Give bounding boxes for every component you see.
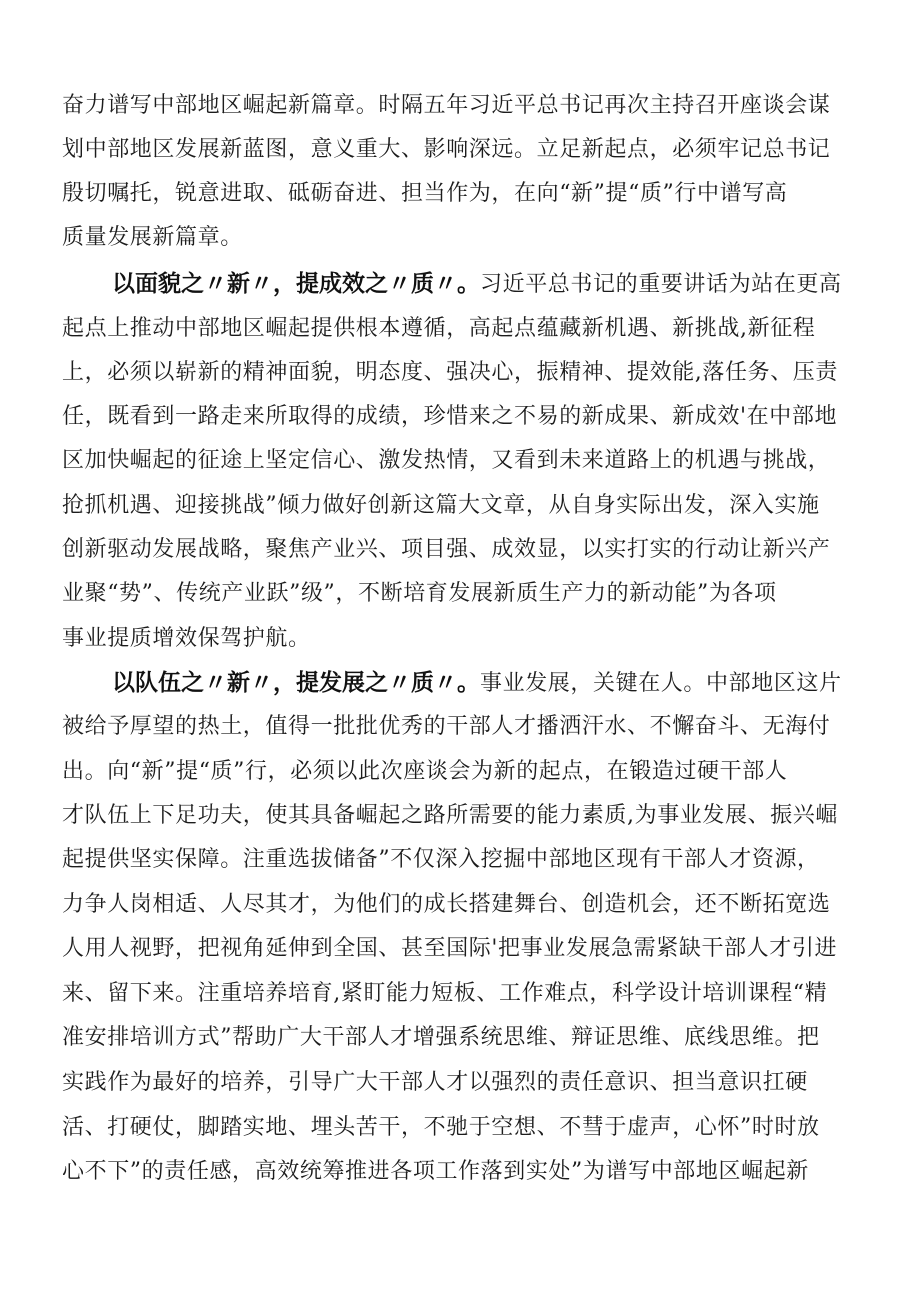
body-line: 才队伍上下足功夫，使其具备崛起之路所需要的能力素质,为事业发展、振兴崛: [62, 803, 838, 828]
body-text: 事业发展，关键在人。中部地区这片: [480, 671, 842, 696]
body-line: 人用人视野，把视角延伸到全国、甚至国际'把事业发展急需紧缺干部人才引进: [62, 936, 838, 961]
body-line: 被给予厚望的热土，值得一批批优秀的干部人才播洒汗水、不懈奋斗、无海付: [62, 714, 831, 739]
body-line: 活、打硬仗，脚踏实地、埋头苦干，不驰于空想、不彗于虚声，心怀”时时放: [62, 1115, 820, 1140]
body-line: 质量发展新篇章。: [62, 225, 243, 250]
paragraph-first-line: [112, 264, 862, 304]
paragraph-first-line: [112, 663, 862, 703]
body-line: 力争人岗相适、人尽其才，为他们的成长搭建舞台、创造机会，还不断拓宽选: [62, 892, 831, 917]
body-text: 习近平总书记的重要讲话为站在更高: [480, 272, 842, 297]
body-line: 业聚“势”、传统产业跃”级”，不断培育发展新质生产力的新动能”为各项: [62, 581, 777, 606]
section-heading: 以队伍之〃新〃，提发展之〃质〃。: [112, 670, 480, 696]
body-line: 区加快崛起的征途上坚定信心、激发热情，又看到未来道路上的机遇与挑战，: [62, 448, 831, 473]
body-line: 来、留下来。注重培养培育,紧盯能力短板、工作难点，科学设计培训课程“精: [62, 981, 828, 1006]
body-line: 准安排培训方式”帮助广大干部人才增强系统思维、辩证思维、底线思维。把: [62, 1025, 820, 1050]
section-heading: 以面貌之〃新〃，提成效之〃质〃。: [112, 271, 480, 297]
body-line: 事业提质增效保驾护航。: [62, 626, 311, 651]
body-line: 上，必须以崭新的精神面貌，明态度、强决心，振精神、提效能,落任务、压责: [62, 360, 838, 385]
body-line: 实践作为最好的培养，引导广大干部人才以强烈的责任意识、担当意识扛硬: [62, 1070, 808, 1095]
body-line: 出。向“新”提“质”行，必须以此次座谈会为新的起点，在锻造过硬干部人: [62, 759, 788, 784]
body-line: 任，既看到一路走来所取得的成绩，珍惜来之不易的新成果、新成效'在中部地: [62, 404, 838, 429]
body-line: 奋力谱写中部地区崛起新篇章。时隔五年习近平总书记再次主持召开座谈会谋: [62, 93, 831, 118]
body-line: 创新驱动发展战略，聚焦产业兴、项目强、成效显，以实打实的行动让新兴产: [62, 537, 831, 562]
body-line: 起点上推动中部地区崛起提供根本遵循，高起点蕴藏新机遇、新挑战,新征程: [62, 316, 816, 341]
body-line: 划中部地区发展新蓝图，意义重大、影响深远。立足新起点，必须牢记总书记: [62, 137, 831, 162]
body-line: 抢抓机遇、迎接挑战”倾力做好创新这篇大文章，从自身实际出发，深入实施: [62, 493, 820, 518]
body-line: 起提供坚实保障。注重选拔储备”不仅深入挖掘中部地区现有干部人才资源，: [62, 847, 820, 872]
body-line: 心不下”的责任感，高效统筹推进各项工作落到实处”为谱写中部地区崛起新: [62, 1159, 809, 1184]
body-line: 殷切嘱托，锐意进取、砥砺奋进、担当作为，在向“新”提“质”行中谱写高: [62, 181, 788, 206]
